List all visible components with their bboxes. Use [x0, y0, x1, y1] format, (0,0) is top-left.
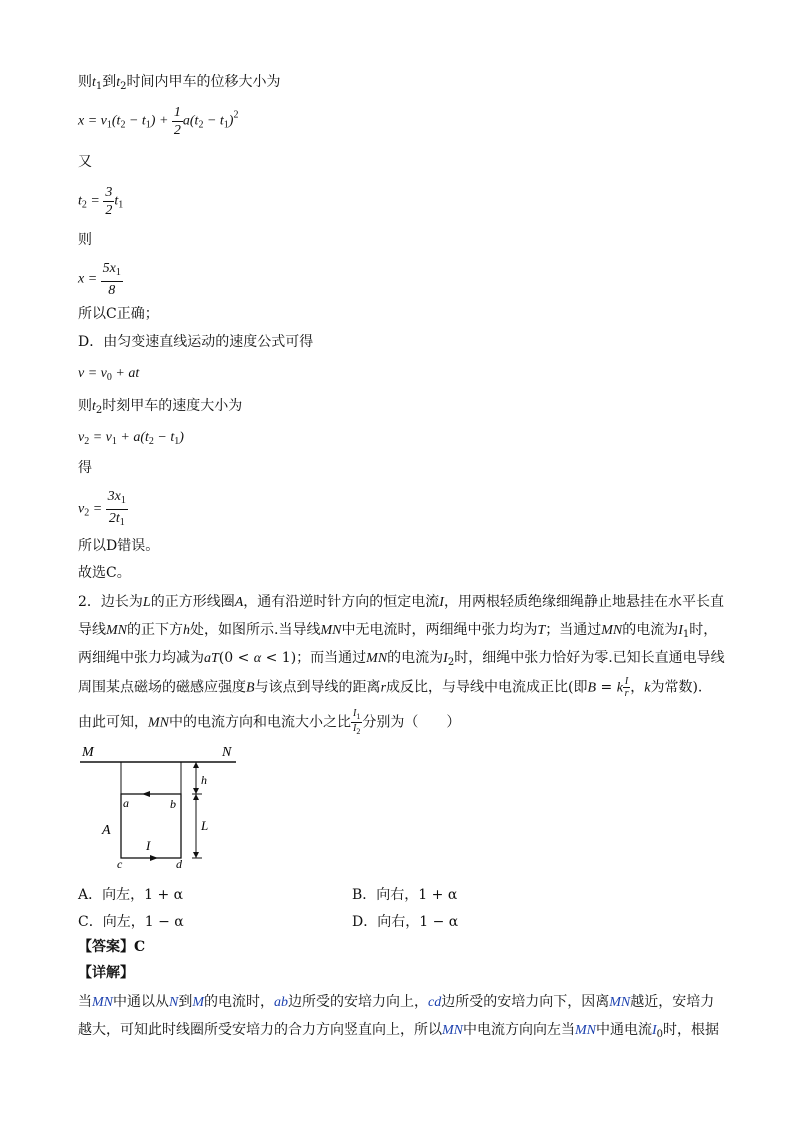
- text-line: 得: [78, 460, 92, 476]
- label-d: d: [176, 857, 182, 870]
- arrow-top: [142, 791, 150, 797]
- choice-b: B．向右，1 + α: [352, 887, 458, 903]
- choice-c: C．向左，1 − α: [78, 914, 184, 930]
- text-line: 则: [78, 232, 92, 248]
- label-m: M: [82, 745, 94, 760]
- question-2-line-1: 2．边长为L的正方形线圈A，通有沿逆时针方向的恒定电流I，用两根轻质绝缘细绳静止地悬挂在水平长直: [78, 594, 724, 610]
- label-h: h: [201, 773, 207, 787]
- text-line: 则$t_2$时刻甲车的速度大小为: [78, 398, 243, 416]
- text-line: D．由匀变速直线运动的速度公式可得: [78, 334, 314, 350]
- label-b: b: [170, 797, 176, 811]
- text-line: 则$t_1$到$t_2$时间内甲车的位移大小为: [78, 74, 281, 92]
- text-line: 故选C。: [78, 565, 131, 581]
- label-a: a: [123, 796, 129, 810]
- answer-label: 【答案】C: [78, 939, 146, 955]
- text-line: 又: [78, 154, 92, 170]
- equation-v2: $v_2 = v_1 + a(t_2 - t_1)$: [78, 430, 184, 447]
- text-line: 所以C正确；: [78, 306, 159, 322]
- arrow-bottom: [150, 855, 158, 861]
- detail-line-2: 越大，可知此时线圈所受安培力的合力方向竖直向上，所以MN中电流方向向左当MN中通电流$I_0$时，根据: [78, 1022, 720, 1040]
- label-c: c: [117, 857, 123, 870]
- label-coil-a: A: [102, 823, 111, 838]
- question-2-line-3: 两细绳中张力均减为aT(0 < α < 1)；而当通过MN的电流为$I_2$时，细绳中张力恰好为零.已知长直通电导线: [78, 650, 725, 668]
- question-2-line-4: 周围某点磁场的磁感应强度B与该点到导线的距离r成反比，与导线中电流成正比(即B = k $\frac{I}{r}$ ，k为常数).: [78, 676, 703, 699]
- equation-t2: $t_2$ = $\frac{3}{2}$ $t_1$: [78, 185, 124, 218]
- text-line: 所以D错误。: [78, 538, 160, 554]
- label-l: L: [201, 818, 209, 833]
- choice-d: D．向右，1 − α: [352, 914, 459, 930]
- question-2-line-2: 导线MN的正下方h处，如图所示.当导线MN中无电流时，两细绳中张力均为T；当通过MN的电流为$I_1$时，: [78, 622, 718, 640]
- detail-line-1: 当MN中通以从N到M的电流时，ab边所受的安培力向上，cd边所受的安培力向下，因离MN越近，安培力: [78, 994, 715, 1010]
- choice-a: A．向左，1 + α: [78, 887, 184, 903]
- question-2-line-5: 由此可知，MN中的电流方向和电流大小之比 $\frac{I_1}{I_2}$ 分别为（ ）: [78, 708, 461, 736]
- equation-x-result: x = $\frac{5x_1}{8}$: [78, 261, 121, 298]
- equation-velocity: $v = v_0$ + at: [78, 366, 140, 383]
- detail-label: 【详解】: [78, 965, 134, 981]
- equation-displacement: $x = v_1(t_2 - t_1)$ + $\frac{1}{2}$ $a(t_2 - t_1)^2$: [78, 105, 239, 138]
- label-n: N: [222, 745, 232, 760]
- label-current-i: I: [146, 838, 151, 853]
- coil-wire-figure: [76, 740, 246, 870]
- equation-v2-result: $v_2$ = $\frac{3x_1}{2t_1}$: [78, 489, 126, 528]
